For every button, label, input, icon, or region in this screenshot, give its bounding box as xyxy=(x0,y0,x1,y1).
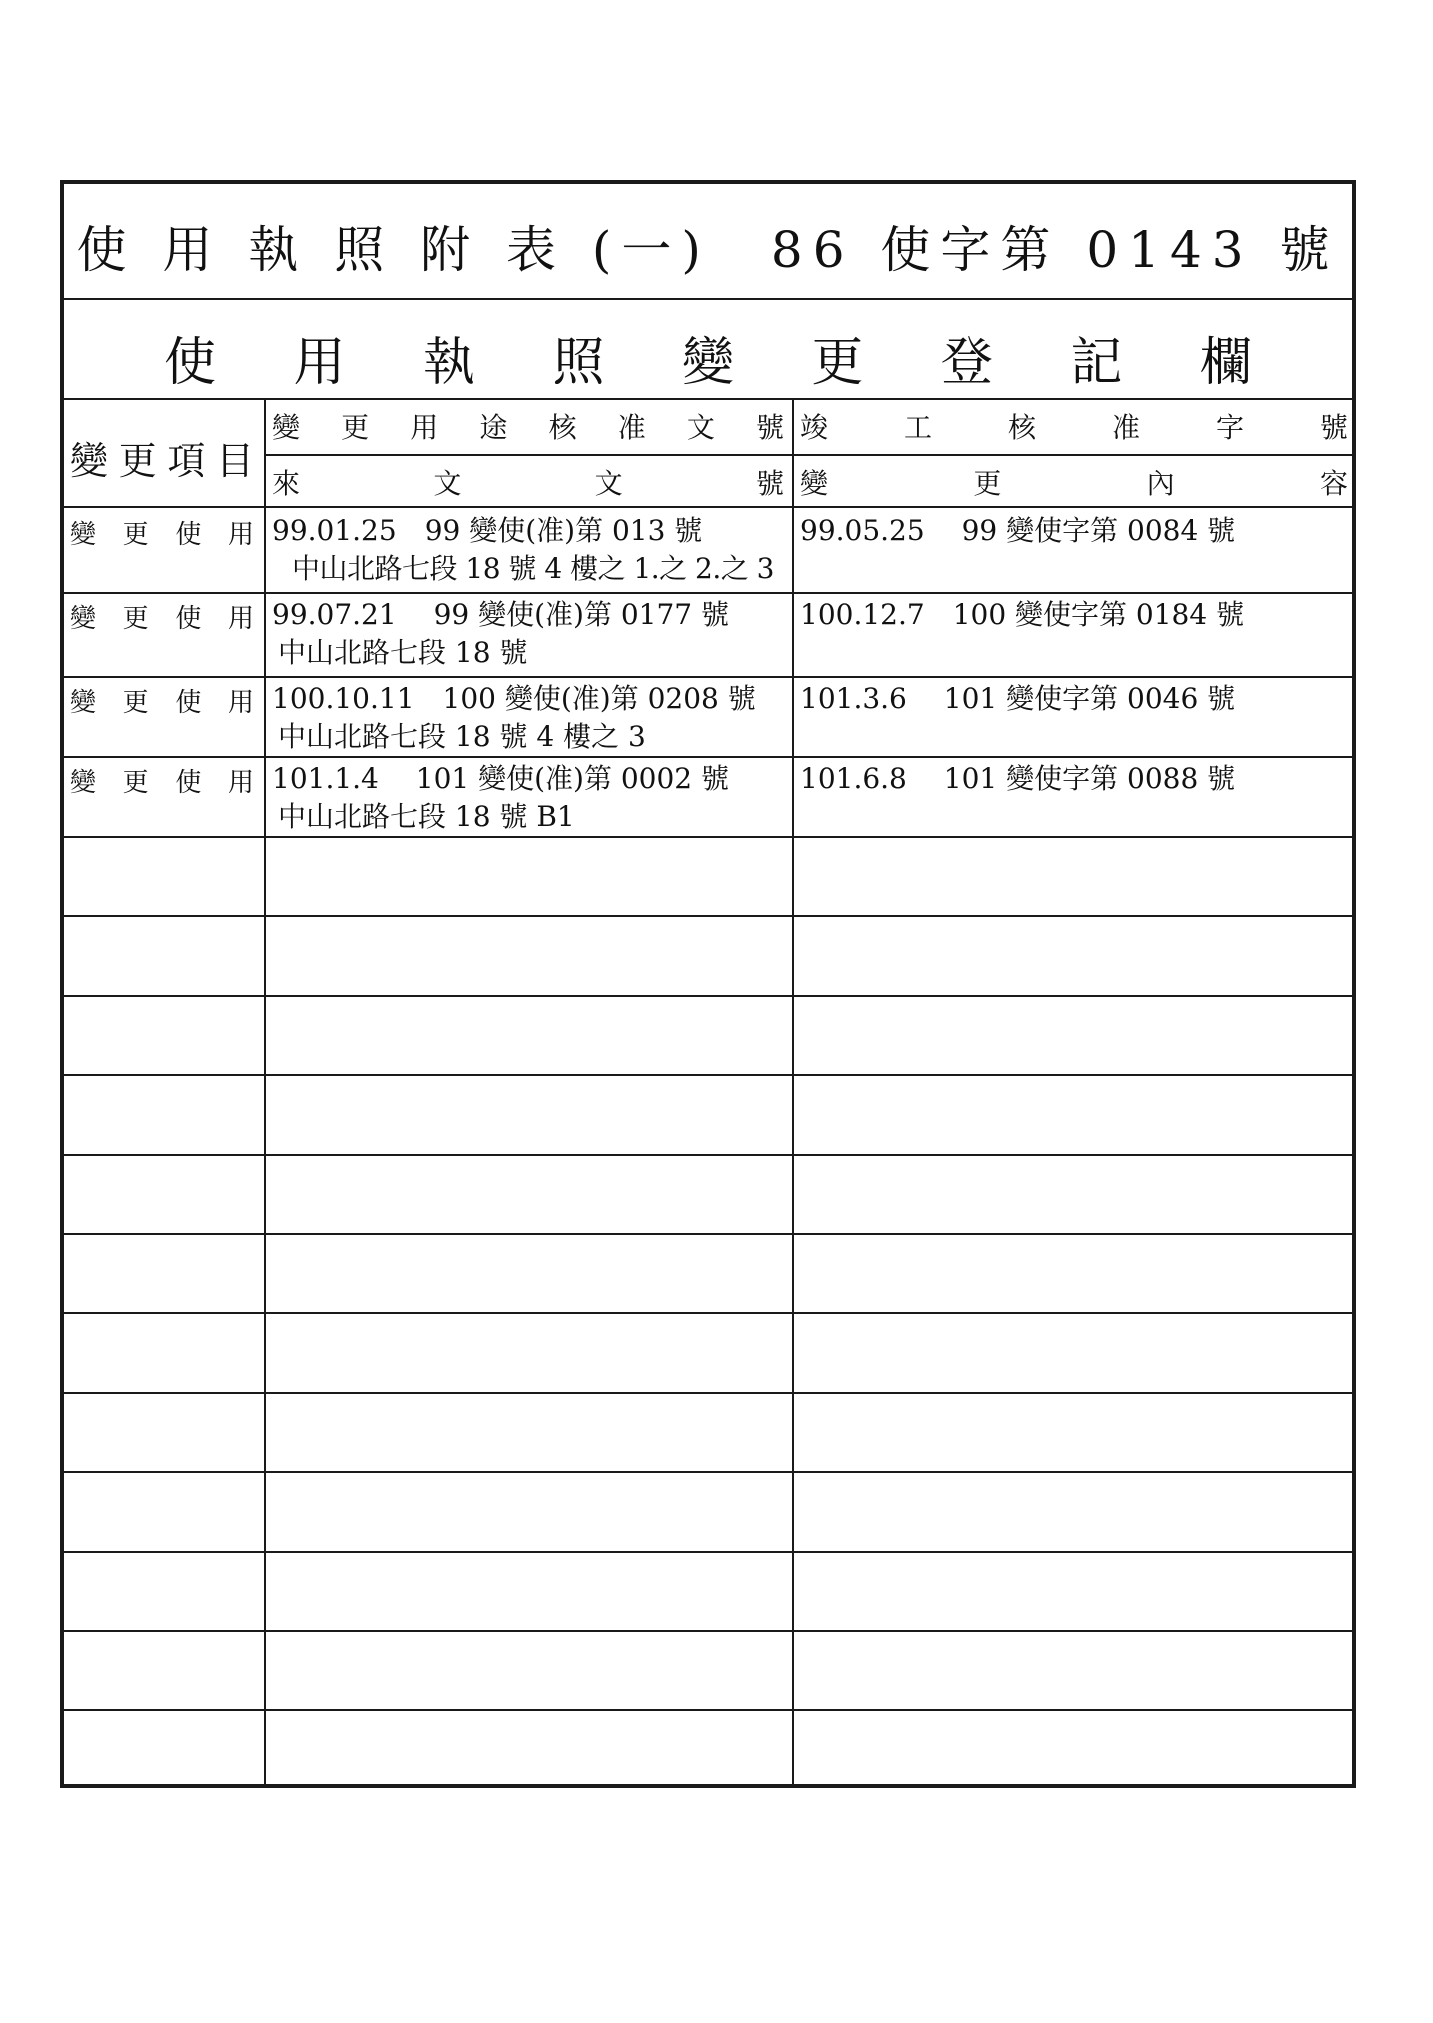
header-change-content: 變 更 內 容 xyxy=(800,467,1348,500)
empty-row-line xyxy=(64,1074,1352,1076)
row-approval-line2: 中山北路七段 18 號 B1 xyxy=(278,800,575,833)
subtitle-char: 更 xyxy=(811,333,864,393)
header-item-label: 變 更 項 目 xyxy=(70,439,254,483)
row-approval-line2: 中山北路七段 18 號 4 樓之 3 xyxy=(278,720,646,753)
row-item: 變 更 使 用 xyxy=(70,604,254,634)
empty-row-line xyxy=(64,995,1352,997)
subtitle-char: 記 xyxy=(1070,333,1123,393)
empty-row-line xyxy=(64,1154,1352,1156)
subtitle-char: 欄 xyxy=(1199,333,1252,393)
row-item: 變 更 使 用 xyxy=(70,768,254,798)
subtitle xyxy=(164,320,1252,395)
row-line xyxy=(64,676,1352,678)
row-item: 變 更 使 用 xyxy=(70,688,254,718)
row-completion: 101.6.8 101 變使字第 0088 號 xyxy=(800,762,1236,795)
empty-row-line xyxy=(64,1551,1352,1553)
empty-row-line xyxy=(64,1471,1352,1473)
subtitle-row xyxy=(64,300,1352,400)
empty-row-line xyxy=(64,1312,1352,1314)
subtitle-char: 登 xyxy=(940,333,993,393)
row-approval-line1: 99.07.21 99 變使(准)第 0177 號 xyxy=(272,598,730,631)
row-approval-line1: 99.01.25 99 變使(准)第 013 號 xyxy=(272,514,703,547)
header-mid-line xyxy=(264,454,1352,456)
header-bottom-line xyxy=(64,506,1352,508)
page-title: 使 用 執 照 附 表 (一) 86 使字第 0143 號 xyxy=(76,221,1340,279)
column-divider xyxy=(792,400,794,1784)
row-line xyxy=(64,756,1352,758)
empty-row-line xyxy=(64,1630,1352,1632)
license-sheet xyxy=(60,180,1356,1788)
row-approval-line1: 100.10.11 100 變使(准)第 0208 號 xyxy=(272,682,756,715)
header-incoming-doc: 來 文 文 號 xyxy=(272,467,784,500)
row-completion: 101.3.6 101 變使字第 0046 號 xyxy=(800,682,1236,715)
subtitle-char: 使 xyxy=(164,333,217,393)
empty-row-line xyxy=(64,915,1352,917)
row-line xyxy=(64,592,1352,594)
title-row xyxy=(64,184,1352,300)
subtitle-char: 變 xyxy=(681,333,734,393)
empty-row-line xyxy=(64,1709,1352,1711)
row-approval-line2: 中山北路七段 18 號 4 樓之 1.之 2.之 3 xyxy=(292,552,774,585)
empty-row-line xyxy=(64,1392,1352,1394)
header-approval-doc: 變 更 用 途 核 准 文 號 xyxy=(272,411,784,444)
column-divider xyxy=(264,400,266,1784)
row-completion: 100.12.7 100 變使字第 0184 號 xyxy=(800,598,1245,631)
row-approval-line1: 101.1.4 101 變使(准)第 0002 號 xyxy=(272,762,730,795)
row-completion: 99.05.25 99 變使字第 0084 號 xyxy=(800,514,1236,547)
row-approval-line2: 中山北路七段 18 號 xyxy=(278,636,528,669)
subtitle-char: 照 xyxy=(552,333,605,393)
header-completion-no: 竣 工 核 准 字 號 xyxy=(800,411,1348,444)
empty-row-line xyxy=(64,1233,1352,1235)
subtitle-char: 用 xyxy=(293,333,346,393)
subtitle-char: 執 xyxy=(422,333,475,393)
row-item: 變 更 使 用 xyxy=(70,520,254,550)
row-line xyxy=(64,836,1352,838)
